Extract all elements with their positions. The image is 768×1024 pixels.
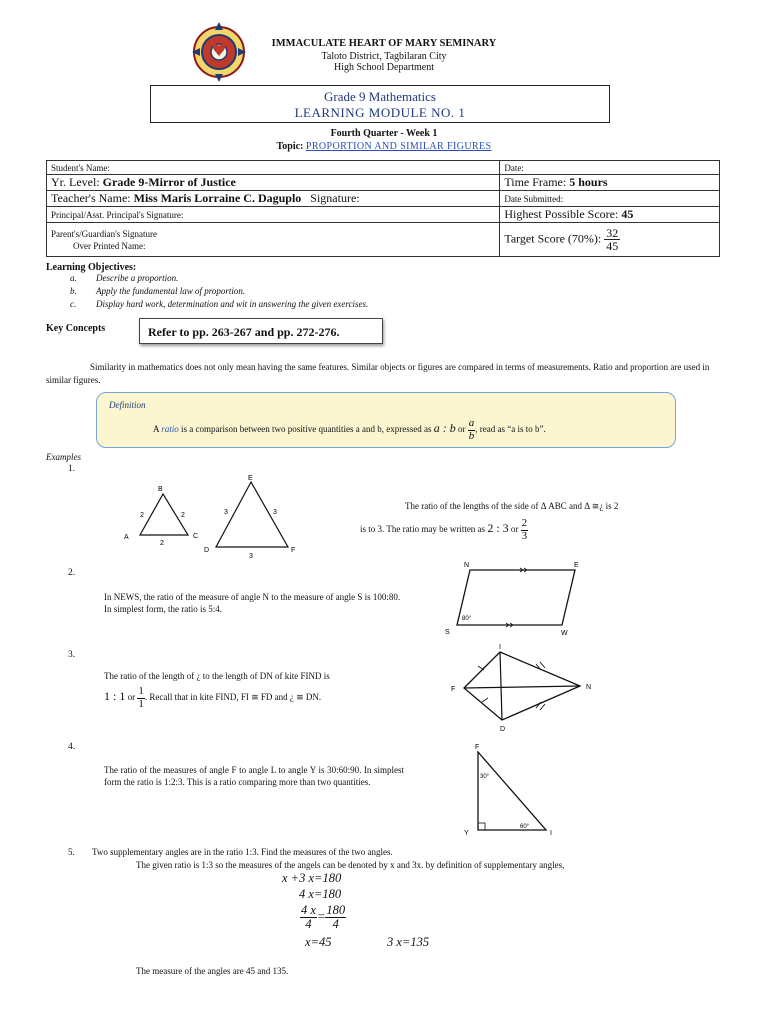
vertex-s: S	[445, 629, 450, 636]
vertex-c: C	[193, 533, 199, 540]
vertex-i: I	[499, 644, 501, 651]
student-name-cell[interactable]: Student's Name:	[47, 161, 500, 175]
time-frame-cell: Time Frame: 5 hours	[500, 175, 720, 191]
vertex-d: D	[204, 547, 210, 554]
vertex-y: Y	[464, 830, 469, 837]
yr-level-cell: Yr. Level: Grade 9-Mirror of Justice	[47, 175, 500, 191]
date-submitted-cell[interactable]: Date Submitted:	[500, 191, 720, 207]
side-ef: 3	[273, 509, 277, 516]
kite-find-diagram	[448, 640, 608, 735]
vertex-e: E	[574, 562, 579, 569]
objective-b: b. Apply the fundamental law of proportion.	[70, 286, 246, 296]
equation-3: $\frac{4 x}{4}$ = $\frac{180}{4}$	[301, 903, 346, 932]
definition-box	[96, 392, 676, 448]
target-score-cell: Target Score (70%): $\frac{32}{45}$	[500, 223, 720, 257]
example-2-text: In NEWS, the ratio of the measure of angle N to the measure of angle S is 100:80. In simplest form, the ratio is 5:4.	[104, 592, 401, 614]
example-5-conclusion: The measure of the angles are 45 and 135.	[136, 966, 289, 976]
objective-a: a. Describe a proportion.	[70, 273, 179, 283]
page-reference-box: Refer to pp. 263-267 and pp. 272-276.	[139, 318, 383, 344]
vertex-e: E	[248, 475, 253, 482]
topic-line	[0, 141, 768, 152]
vertex-l: I	[550, 830, 552, 837]
equation-4a: x=45	[305, 935, 332, 949]
vertex-f: F	[451, 686, 456, 693]
side-de: 3	[224, 509, 228, 516]
parent-signature-cell[interactable]: Parent's/Guardian's Signature Over Printed Name:	[47, 223, 500, 257]
angle-l-label: 60°	[520, 824, 530, 830]
subject-title: Grade 9 Mathematics	[324, 89, 436, 104]
equation-1: x +3 x=180	[282, 871, 342, 885]
vertex-d: D	[500, 726, 506, 733]
school-name: IMMACULATE HEART OF MARY SEMINARY	[271, 38, 497, 49]
side-df: 3	[249, 553, 253, 560]
right-triangle-fly-diagram	[458, 740, 568, 840]
equation-4b: 3 x=135	[387, 935, 430, 949]
equation-2: 4 x=180	[299, 887, 342, 901]
vertex-n: N	[464, 562, 470, 569]
vertex-w: W	[561, 630, 568, 637]
example-3-number: 3.	[68, 650, 76, 660]
principal-signature-cell[interactable]: Principal/Asst. Principal's Signature:	[47, 207, 500, 223]
module-title-box	[150, 85, 610, 123]
highest-score-cell: Highest Possible Score: 45	[500, 207, 720, 223]
examples-heading: Examples	[46, 452, 81, 462]
example-4-number: 4.	[68, 742, 76, 752]
example-4-text: The ratio of the measures of angle F to angle L to angle Y is 30:60:90. In simplest form the ratio is 1:2:3. This is a ratio comparing more than two quantities.	[104, 765, 404, 787]
definition-text: A ratio is a comparison between two positive quantities a and b, expressed as a : b or $\frac{a}{b}$ , read as “a is to b”.	[153, 417, 546, 442]
example-3-line1: The ratio of the length of ¿ to the length of DN of kite FIND is	[104, 671, 330, 681]
example-1-line2: is to 3. The ratio may be written as 2 : 3 or $\frac{2}{3}$	[360, 517, 528, 542]
example-2-number: 2.	[68, 568, 76, 578]
student-info-table	[46, 160, 720, 257]
vertex-a: A	[124, 534, 129, 541]
vertex-f: F	[475, 744, 480, 751]
example-5-number: 5.	[68, 847, 75, 857]
similar-triangles-diagram	[118, 472, 308, 562]
school-address: Taloto District, Tagbilaran City	[321, 51, 447, 62]
objective-c: c. Display hard work, determination and wit in answering the given exercises.	[70, 299, 369, 309]
intro-paragraph: Similarity in mathematics does not only mean having the same features. Similar objects or figures are compared in terms of measurements. Ratio and proportion are used in similar figures.	[46, 362, 710, 385]
key-concepts-heading: Key Concepts	[46, 323, 106, 334]
side-ab: 2	[140, 512, 144, 519]
angle-s-label: 80°	[462, 616, 472, 622]
parallelogram-news-diagram	[440, 560, 590, 640]
topic-link[interactable]: PROPORTION AND SIMILAR FIGURES	[305, 141, 492, 152]
example-1-line1: The ratio of the lengths of the side of Δ ABC and Δ ≅¿ is 2	[405, 501, 619, 511]
vertex-f: F	[291, 547, 296, 554]
quarter-label: Fourth Quarter - Week 1	[330, 128, 438, 139]
side-ac: 2	[160, 540, 164, 547]
department: High School Department	[334, 62, 434, 73]
topic-label: Topic:	[276, 141, 304, 152]
angle-f-label: 30°	[480, 774, 490, 780]
definition-heading: Definition	[109, 400, 146, 410]
vertex-b: B	[158, 486, 163, 493]
side-bc: 2	[181, 512, 185, 519]
date-cell[interactable]: Date:	[500, 161, 720, 175]
example-5-explanation: The given ratio is 1:3 so the measures of the angels can be denoted by x and 3x. by definition of supplementary angles,	[136, 860, 565, 870]
module-title: LEARNING MODULE NO. 1	[294, 105, 466, 120]
vertex-n: N	[586, 684, 592, 691]
teacher-cell: Teacher's Name: Miss Maris Lorraine C. Daguplo Signature:	[47, 191, 500, 207]
example-5-question: Two supplementary angles are in the ratio 1:3. Find the measures of the two angles.	[92, 847, 393, 857]
example-3-line2: 1 : 1 or $\frac{1}{1}$ . Recall that in kite FIND, FI ≅ FD and ¿ ≅ DN.	[104, 685, 322, 710]
example-1-number: 1.	[68, 464, 76, 474]
objectives-heading: Learning Objectives:	[46, 262, 137, 273]
